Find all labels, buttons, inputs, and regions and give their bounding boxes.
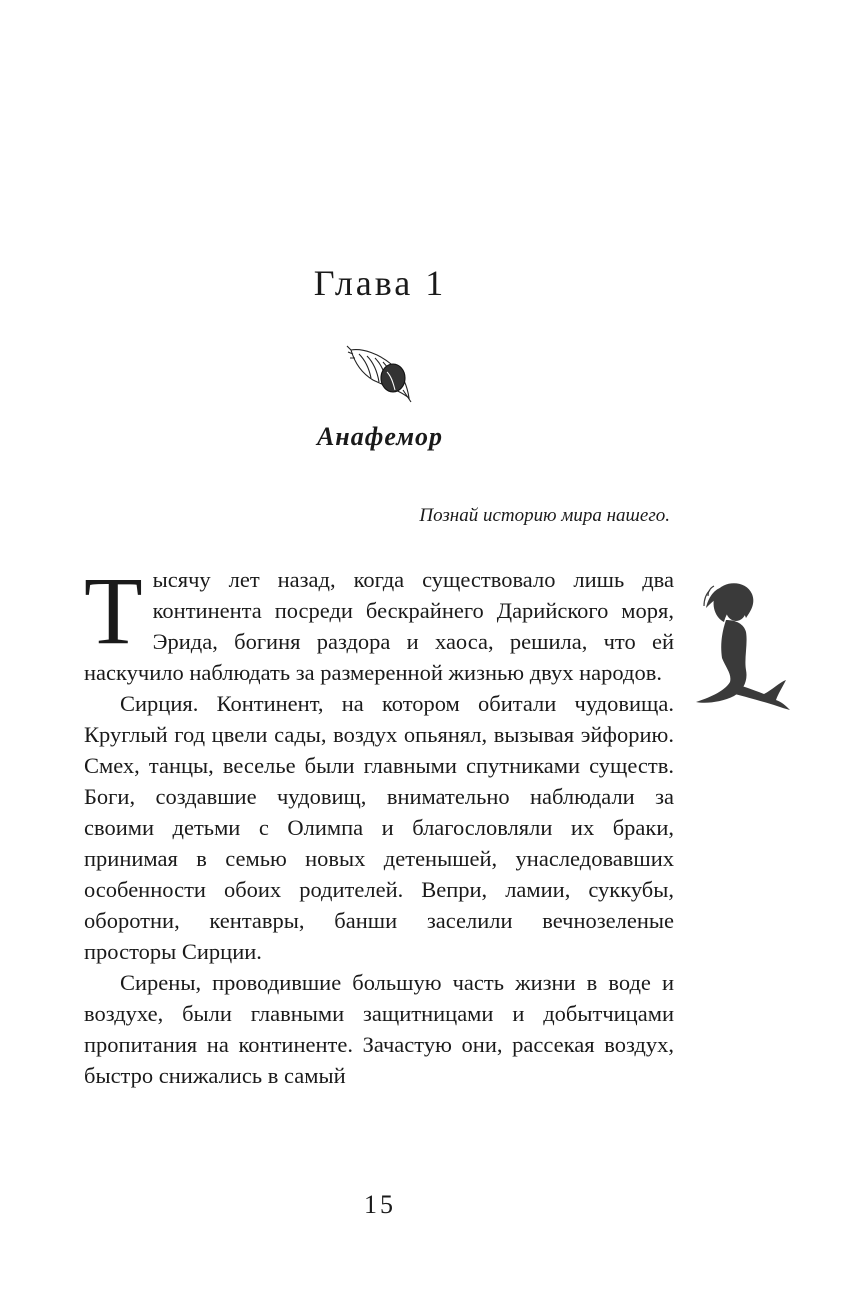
paragraph-1-text: ысячу лет назад, когда существовало лишь два континента посреди бескрайнего Дарийского моря, Эрида, богиня раздора и хаоса, решила, что ей наскучило наблюдать за размеренной жизнью двух народов. [84, 567, 674, 685]
paragraph-2: Сирция. Континент, на котором обитали чудовища. Круглый год цвели сады, воздух опьянял, вызывая эйфорию. Смех, танцы, веселье были главными спутниками существ. Боги, создавшие чудовищ, внимательно наблюдали за своими детьми с Олимпа и благословляли их браки, принимая в семью новых детенышей, унаследовавших особенности обоих родителей. Вепри, ламии, суккубы, оборотни, кентавры, банши заселили вечнозеленые просторы Сирции. [84, 691, 674, 964]
paragraph-1 [84, 557, 674, 688]
drop-cap: Т [84, 557, 143, 664]
chapter-title: Глава 1 [313, 263, 447, 303]
chapter-text [84, 557, 674, 1091]
paragraph-3: Сирены, проводившие большую часть жизни в воде и воздухе, были главными защитницами и добытчицами пропитания на континенте. Зачастую они, рассекая воздух, быстро снижались в самый [84, 970, 674, 1088]
page-number: 15 [364, 1190, 396, 1219]
epigraph: Познай историю мира нашего. [419, 505, 670, 526]
chapter-subtitle: Анафемор [316, 422, 444, 451]
mermaid-silhouette-icon [686, 578, 790, 712]
seashell-icon [345, 340, 415, 404]
